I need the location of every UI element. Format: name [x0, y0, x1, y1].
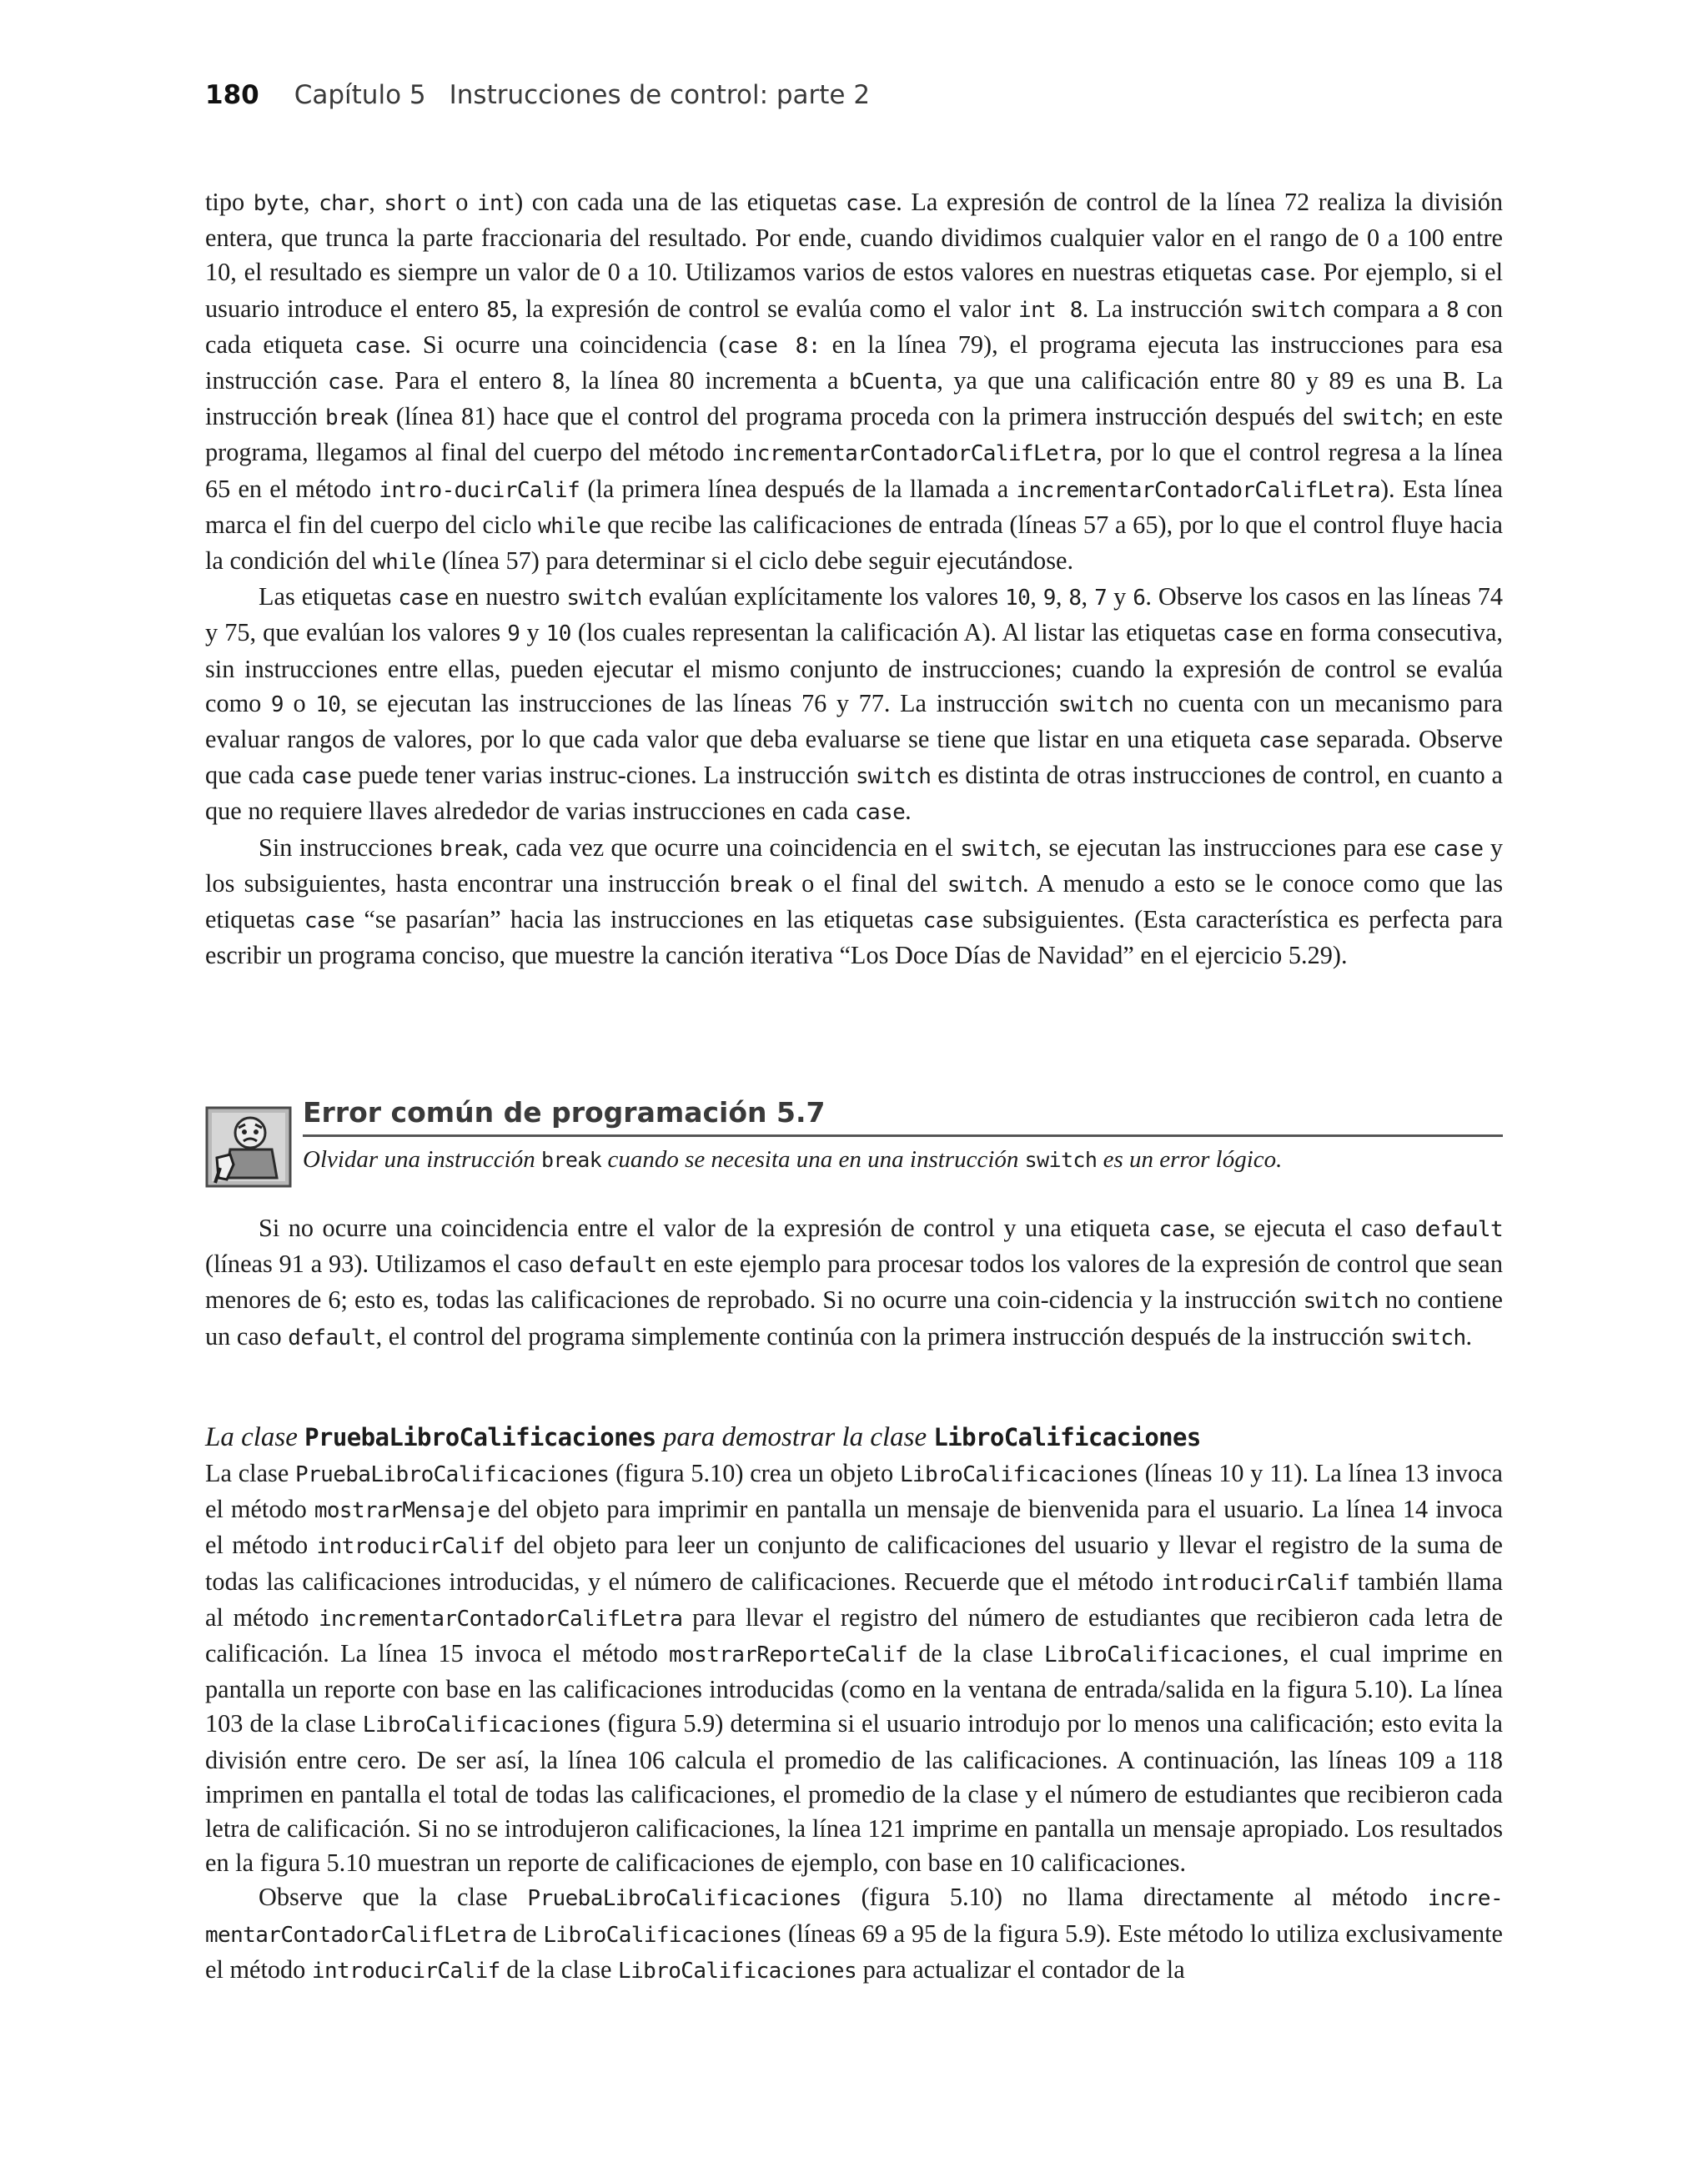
inline-code: 10: [545, 621, 571, 647]
inline-code: case: [1259, 261, 1310, 287]
inline-code: case: [1433, 836, 1484, 862]
inline-code: LibroCalificaciones: [899, 1462, 1138, 1487]
inline-code: while: [373, 550, 436, 576]
inline-code: while: [538, 513, 601, 539]
inline-code: 8: [1068, 586, 1082, 611]
inline-code: LibroCalificaciones: [933, 1423, 1201, 1451]
inline-code: switch: [1024, 1148, 1098, 1172]
inline-code: mostrarMensaje: [314, 1498, 490, 1524]
common-error-tip: [205, 1091, 1503, 1191]
inline-code: LibroCalificaciones: [1043, 1642, 1283, 1668]
inline-code: intro-ducirCalif: [379, 477, 580, 503]
inline-code: int: [476, 191, 515, 216]
inline-code: case: [328, 370, 379, 395]
inline-code: case: [854, 800, 906, 826]
inline-code: 7: [1094, 586, 1108, 611]
inline-code: 9: [1042, 586, 1056, 611]
inline-code: case: [922, 908, 973, 934]
inline-code: 10: [315, 692, 341, 717]
inline-code: PruebaLibroCalificaciones: [295, 1462, 610, 1487]
inline-code: case: [1258, 728, 1309, 754]
inline-code: incrementarContadorCalifLetra: [1016, 477, 1380, 503]
inline-code: int 8: [1018, 297, 1083, 323]
body-text-top: [205, 185, 1503, 973]
inline-code: 8: [1446, 297, 1459, 323]
inline-code: PruebaLibroCalificaciones: [527, 1886, 841, 1912]
page-number: 180: [205, 80, 259, 110]
inline-code: case: [1223, 621, 1273, 647]
inline-code: case: [846, 191, 897, 216]
inline-code: incre-mentarContadorCalifLetra: [205, 1886, 1504, 1948]
paragraph: Observe que la clase PruebaLibroCalificaciones (figura 5.10) no llama directamente al método incre-mentarContadorCalifLetra de LibroCalificaciones (líneas 69 a 95 de la figura 5.9). Este método lo utiliza exclusivamente el método introducirCalif de la clase LibroCalificaciones para actualizar el contador de la: [205, 1883, 1504, 1984]
inline-code: switch: [1057, 692, 1134, 717]
inline-code: switch: [947, 872, 1023, 898]
inline-code: case: [1158, 1217, 1209, 1242]
inline-code: 10: [1005, 586, 1031, 611]
body-text-bottom: [205, 1456, 1503, 1989]
inline-code: mostrarReporteCalif: [669, 1642, 908, 1668]
inline-code: switch: [855, 764, 932, 790]
inline-code: 9: [507, 621, 520, 647]
inline-code: incrementarContadorCalifLetra: [318, 1606, 683, 1632]
inline-code: switch: [1250, 297, 1326, 323]
inline-code: switch: [1390, 1325, 1466, 1351]
inline-code: 8: [551, 370, 565, 395]
tip-title: Error común de programación 5.7: [303, 1091, 1503, 1137]
inline-code: 9: [270, 692, 284, 717]
inline-code: switch: [960, 836, 1036, 862]
inline-code: case 8:: [727, 333, 821, 359]
inline-code: short: [384, 191, 447, 216]
inline-code: default: [288, 1325, 376, 1351]
inline-code: byte: [253, 191, 304, 216]
inline-code: break: [440, 836, 503, 862]
inline-code: LibroCalificaciones: [362, 1713, 601, 1738]
inline-code: case: [301, 764, 352, 790]
paragraph: tipo byte, char, short o int) con cada una de las etiquetas case. La expresión de control de la línea 72 realiza la división entera, que trunca la parte fraccionaria del resultado. Por ende, cuando dividimos cualquier valor en el rango de 0 a 100 entre 10, el resultado es siempre un valor de 0 a 10. Utilizamos varios de estos valores en nuestras etiquetas case. Por ejemplo, si el usuario introduce el entero 85, la expresión de control se evalúa como el valor int 8. La instrucción switch compara a 8 con cada etiqueta case. Si ocurre una coincidencia (case 8: en la línea 79), el programa ejecuta las instrucciones para esa instrucción case. Para el entero 8, la línea 80 incrementa a bCuenta, ya que una calificación entre 80 y 89 es una B. La instrucción break (línea 81) hace que el control del programa proceda con la primera instrucción después del switch; en este programa, llegamos al final del cuerpo del método incrementarContadorCalifLetra, por lo que el control regresa a la línea 65 en el método intro-ducirCalif (la primera línea después de la llamada a incrementarContadorCalifLetra). Esta línea marca el fin del cuerpo del ciclo while que recibe las calificaciones de entrada (líneas 57 a 65), por lo que el control fluye hacia la condición del while (línea 57) para determinar si el ciclo debe seguir ejecutándose.: [205, 188, 1504, 576]
section-heading: La clase PruebaLibroCalificaciones para demostrar la clase LibroCalificaciones: [205, 1422, 1201, 1452]
paragraph: Las etiquetas case en nuestro switch evalúan explícitamente los valores 10, 9, 8, 7 y 6. Observe los casos en las líneas 74 y 75, que evalúan los valores 9 y 10 (los cuales representan la calificación A). Al listar las etiquetas case en forma consecutiva, sin instrucciones entre ellas, pueden ejecutar el mismo conjunto de instrucciones; cuando la expresión de control se evalúa como 9 o 10, se ejecutan las instrucciones de las líneas 76 y 77. La instrucción switch no cuenta con un mecanismo para evaluar rangos de valores, por lo que cada valor que deba evaluarse se tiene que listar en una etiqueta case separada. Observe que cada case puede tener varias instruc-ciones. La instrucción switch es distinta de otras instrucciones de control, en cuanto a que no requiere llaves alrededor de varias instrucciones en cada case.: [205, 582, 1504, 826]
chapter-title: Instrucciones de control: parte 2: [449, 80, 871, 110]
inline-code: case: [398, 586, 449, 611]
inline-code: switch: [1341, 405, 1418, 431]
inline-code: 6: [1133, 586, 1146, 611]
inline-code: break: [325, 405, 389, 431]
inline-code: break: [540, 1148, 602, 1172]
inline-code: LibroCalificaciones: [543, 1922, 782, 1948]
programmer-thumbs-down-icon: [205, 1103, 294, 1190]
tip-text: Olvidar una instrucción break cuando se necesita una en una instrucción switch es un error lógico.: [303, 1146, 1283, 1173]
chapter-label: Capítulo 5: [294, 80, 426, 110]
inline-code: switch: [1303, 1289, 1379, 1315]
inline-code: char: [319, 191, 369, 216]
inline-code: PruebaLibroCalificaciones: [304, 1423, 656, 1451]
inline-code: default: [1414, 1217, 1503, 1242]
paragraph: Sin instrucciones break, cada vez que ocurre una coincidencia en el switch, se ejecutan las instrucciones para ese case y los subsiguientes, hasta encontrar una instrucción break o el final del switch. A menudo a esto se le conoce como que las etiquetas case “se pasarían” hacia las instrucciones en las etiquetas case subsiguientes. (Esta característica es perfecta para escribir un programa conciso, que muestre la canción iterativa “Los Doce Días de Navidad” en el ejercicio 5.29).: [205, 832, 1503, 970]
inline-code: introducirCalif: [311, 1958, 500, 1984]
inline-code: 85: [486, 297, 512, 323]
inline-code: incrementarContadorCalifLetra: [731, 441, 1097, 467]
inline-code: case: [354, 333, 405, 359]
inline-code: bCuenta: [848, 370, 937, 395]
inline-code: default: [569, 1253, 657, 1279]
inline-code: case: [304, 908, 355, 934]
inline-code: introducirCalif: [1161, 1570, 1350, 1596]
inline-code: break: [729, 872, 792, 898]
inline-code: introducirCalif: [316, 1534, 505, 1560]
inline-code: LibroCalificaciones: [618, 1958, 857, 1984]
paragraph: La clase PruebaLibroCalificaciones (figura 5.10) crea un objeto LibroCalificaciones (líneas 10 y 11). La línea 13 invoca el método mostrarMensaje del objeto para imprimir en pantalla un mensaje de bienvenida para el usuario. La línea 14 invoca el método introducirCalif del objeto para leer un conjunto de calificaciones del usuario y llevar el registro de la suma de todas las calificaciones introducidas, y el número de calificaciones. Recuerde que el método introducirCalif también llama al método incrementarContadorCalifLetra para llevar el registro del número de estudiantes que recibieron cada letra de calificación. La línea 15 invoca el método mostrarReporteCalif de la clase LibroCalificaciones, el cual imprime en pantalla un reporte con base en las calificaciones introducidas (como en la ventana de entrada/salida en la figura 5.10). La línea 103 de la clase LibroCalificaciones (figura 5.9) determina si el usuario introdujo por lo menos una calificación; esto evita la división entre cero. De ser así, la línea 106 calcula el promedio de las calificaciones. A continuación, las líneas 109 a 118 imprimen en pantalla el total de todas las calificaciones, el promedio de la clase y el número de estudiantes que recibieron cada letra de calificación. Si no se introdujeron calificaciones, la línea 121 imprime en pantalla un mensaje apropiado. Los resultados en la figura 5.10 muestran un reporte de calificaciones de ejemplo, con base en 10 calificaciones.: [205, 1459, 1504, 1878]
inline-code: switch: [566, 586, 642, 611]
paragraph: Si no ocurre una coincidencia entre el valor de la expresión de control y una etiqueta case, se ejecuta el caso default (líneas 91 a 93). Utilizamos el caso default en este ejemplo para procesar todos los valores de la expresión de control que sean menores de 6; esto es, todas las calificaciones de reprobado. Si no ocurre una coin-cidencia y la instrucción switch no contiene un caso default, el control del programa simplemente continúa con la primera instrucción después de la instrucción switch.: [205, 1214, 1503, 1351]
running-header: [205, 80, 870, 122]
body-text-middle: [205, 1211, 1503, 1356]
